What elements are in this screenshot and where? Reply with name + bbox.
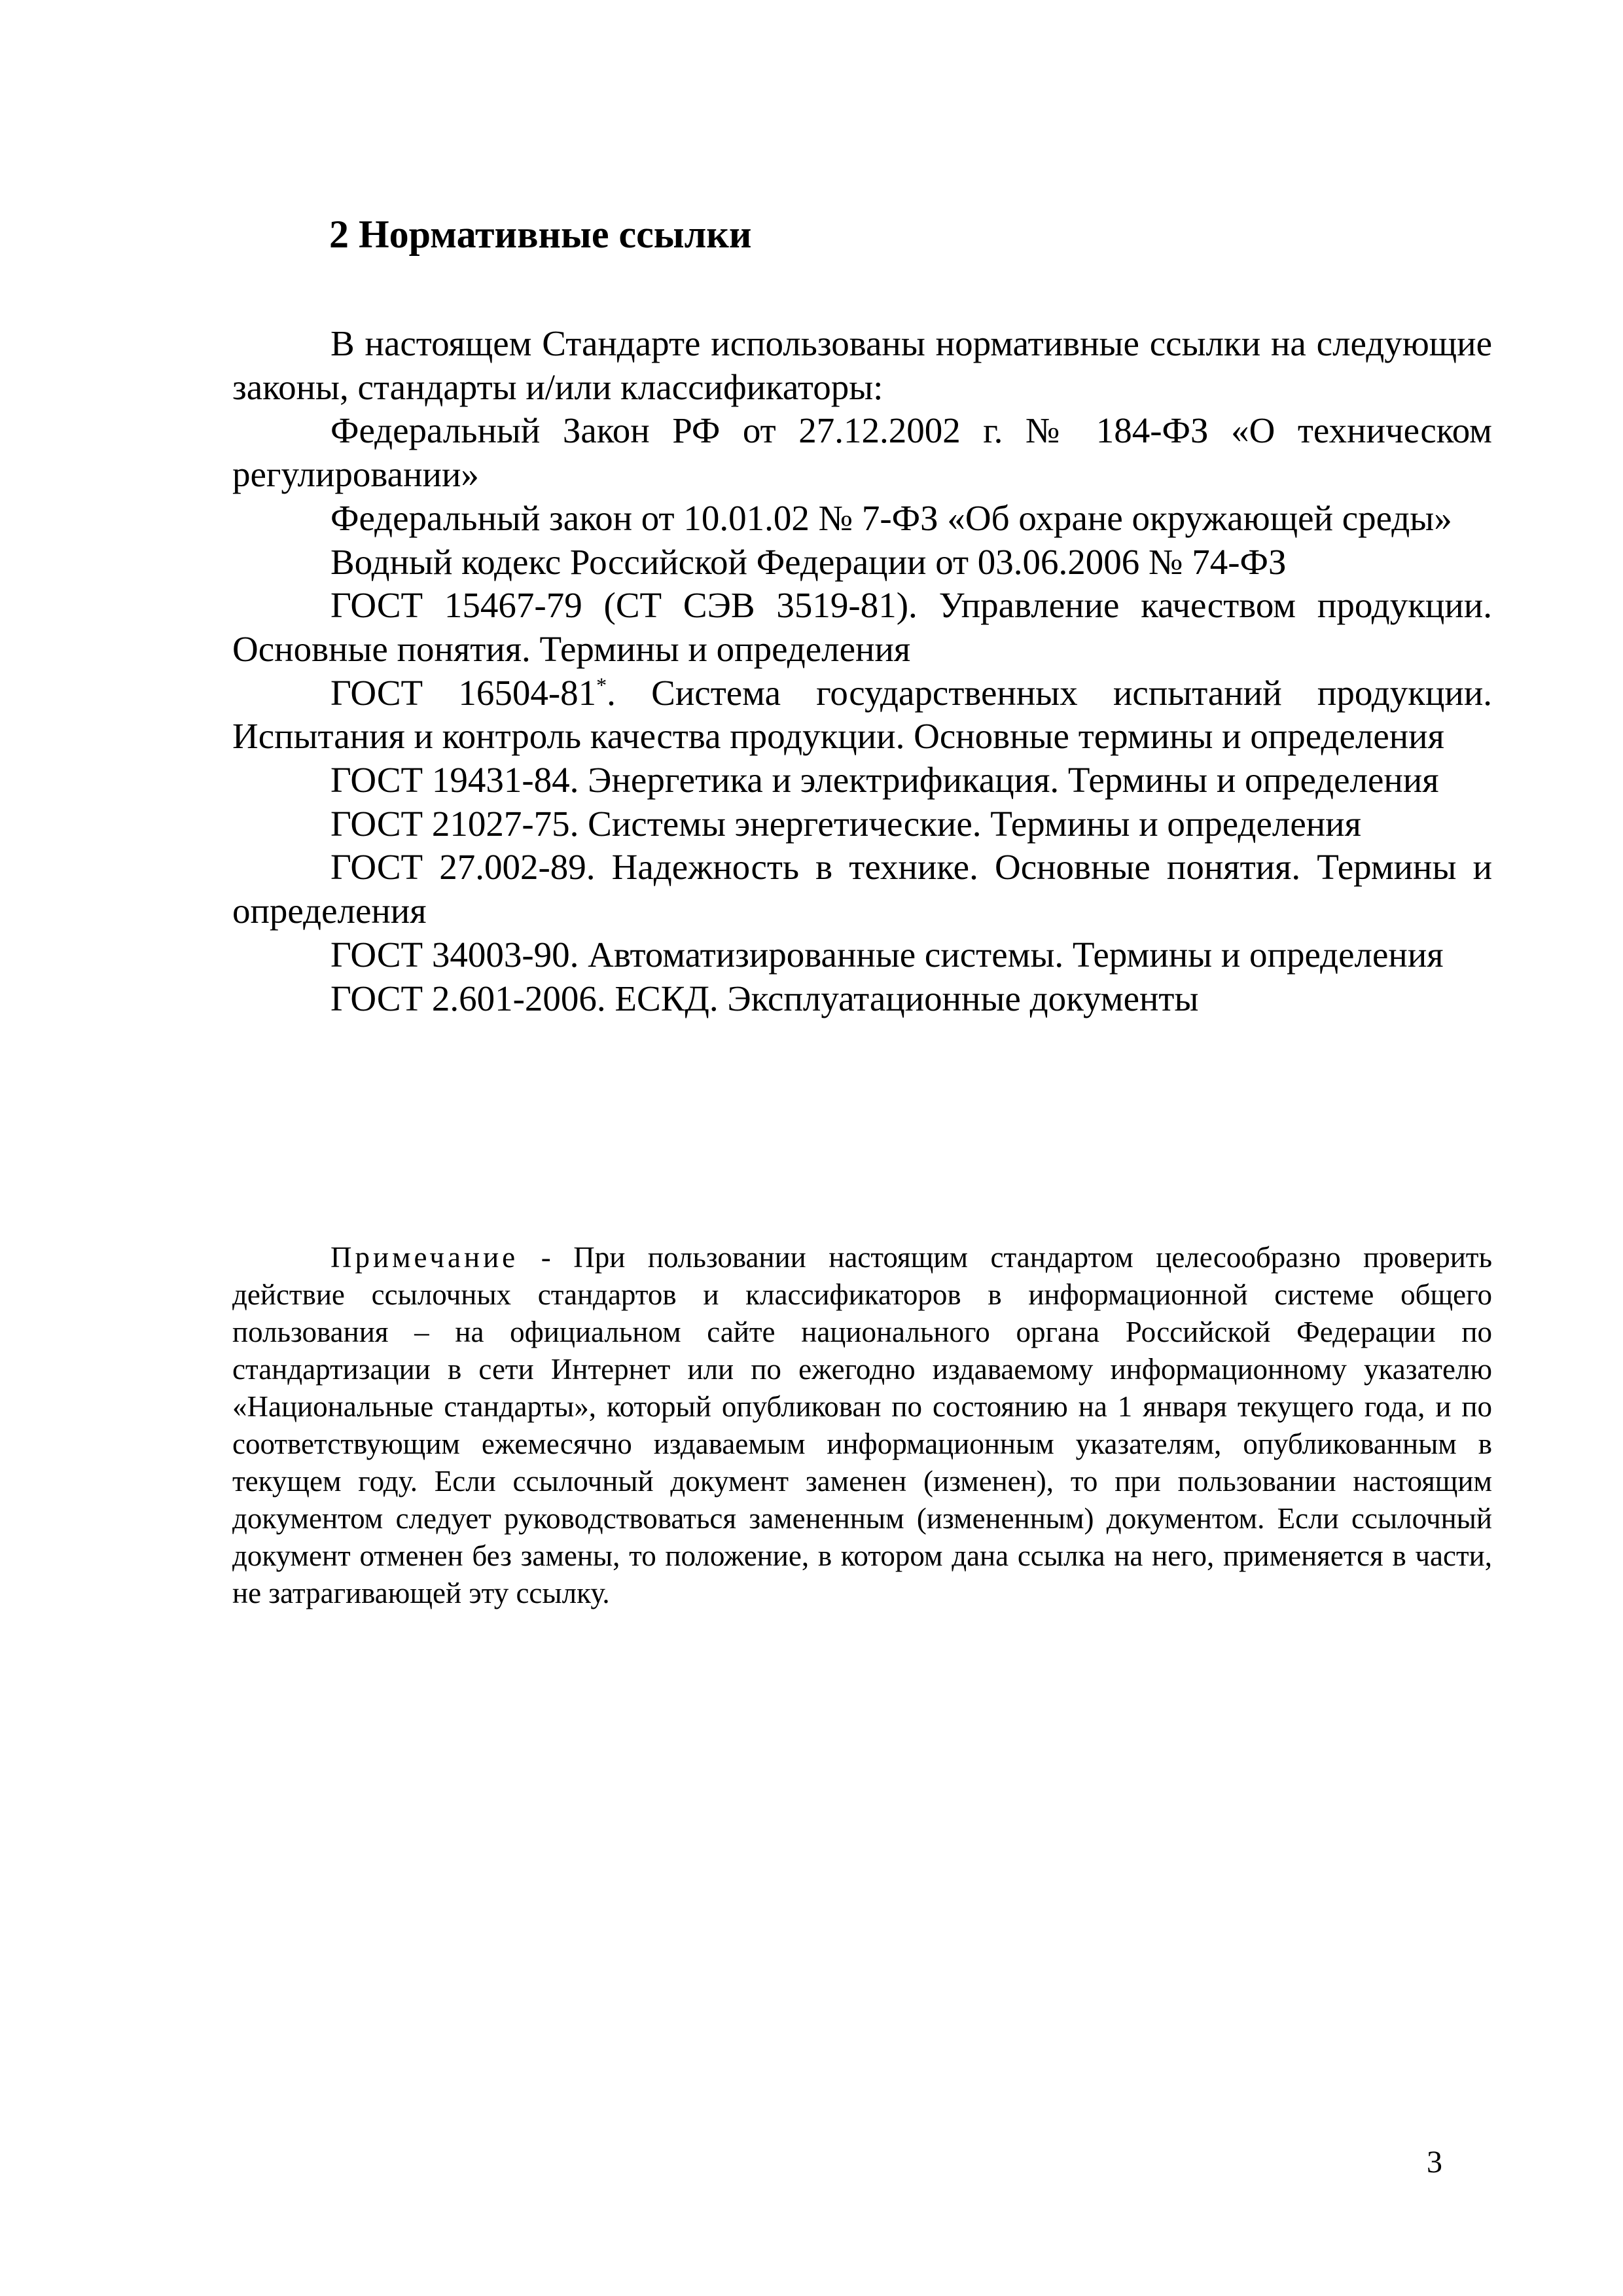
reference-item [232,672,1492,759]
reference-item: ГОСТ 27.002-89. Надежность в технике. Основные понятия. Термины и определения [232,847,1492,931]
note-text: При пользовании настоящим стандартом целесообразно проверить действие ссылочных стандартов и классификаторов в информационной системе общего пользования – на официальном сайте национального органа Российской Федерации по стандартизации в сети Интернет или по ежегодно издаваемому информационному указателю «Национальные стандарты», который опубликован по состоянию на 1 января текущего года, и по соответствующим ежемесячно издаваемым информационным указателям, опубликованным в текущем году. Если ссылочный документ заменен (изменен), то при пользовании настоящим документом следует руководствоваться замененным (измененным) документом. Если ссылочный документ отменен без замены, то положение, в котором дана ссылка на него, применяется в части, не затрагивающей эту ссылку. [232,1241,1492,1609]
reference-item: ГОСТ 34003-90. Автоматизированные системы. Термины и определения [330,934,1444,975]
reference-item: ГОСТ 2.601-2006. ЕСКД. Эксплуатационные документы [330,978,1199,1018]
reference-item: Федеральный Закон РФ от 27.12.2002 г. № 184-ФЗ «О техническом регулировании» [232,410,1492,495]
note-label: Примечание [330,1241,519,1274]
references-intro: В настоящем Стандарте использованы нормативные ссылки на следующие законы, стандарты и/или классификаторы: [232,323,1492,407]
note-paragraph [232,1239,1492,1612]
reference-item: ГОСТ 15467-79 (СТ СЭВ 3519-81). Управление качеством продукции. Основные понятия. Термины и определения [232,585,1492,669]
page-number: 3 [1427,2145,1442,2179]
reference-item: ГОСТ 19431-84. Энергетика и электрификация. Термины и определения [330,760,1439,800]
reference-item: Водный кодекс Российской Федерации от 03.06.2006 № 74-ФЗ [330,541,1287,582]
note-separator: - [518,1241,574,1274]
section-heading: 2 Нормативные ссылки [329,213,752,256]
references-list [232,322,1492,1020]
reference-item-title: ГОСТ 16504-81 [330,672,597,713]
reference-item: ГОСТ 21027-75. Системы энергетические. Термины и определения [330,803,1361,844]
reference-item-description: . Система государственных испытаний продукции. Испытания и контроль качества продукции. Основные термины и определения [232,672,1492,757]
reference-item: Федеральный закон от 10.01.02 № 7-ФЗ «Об охране окружающей среды» [330,497,1452,538]
footnote-marker: * [596,673,607,697]
